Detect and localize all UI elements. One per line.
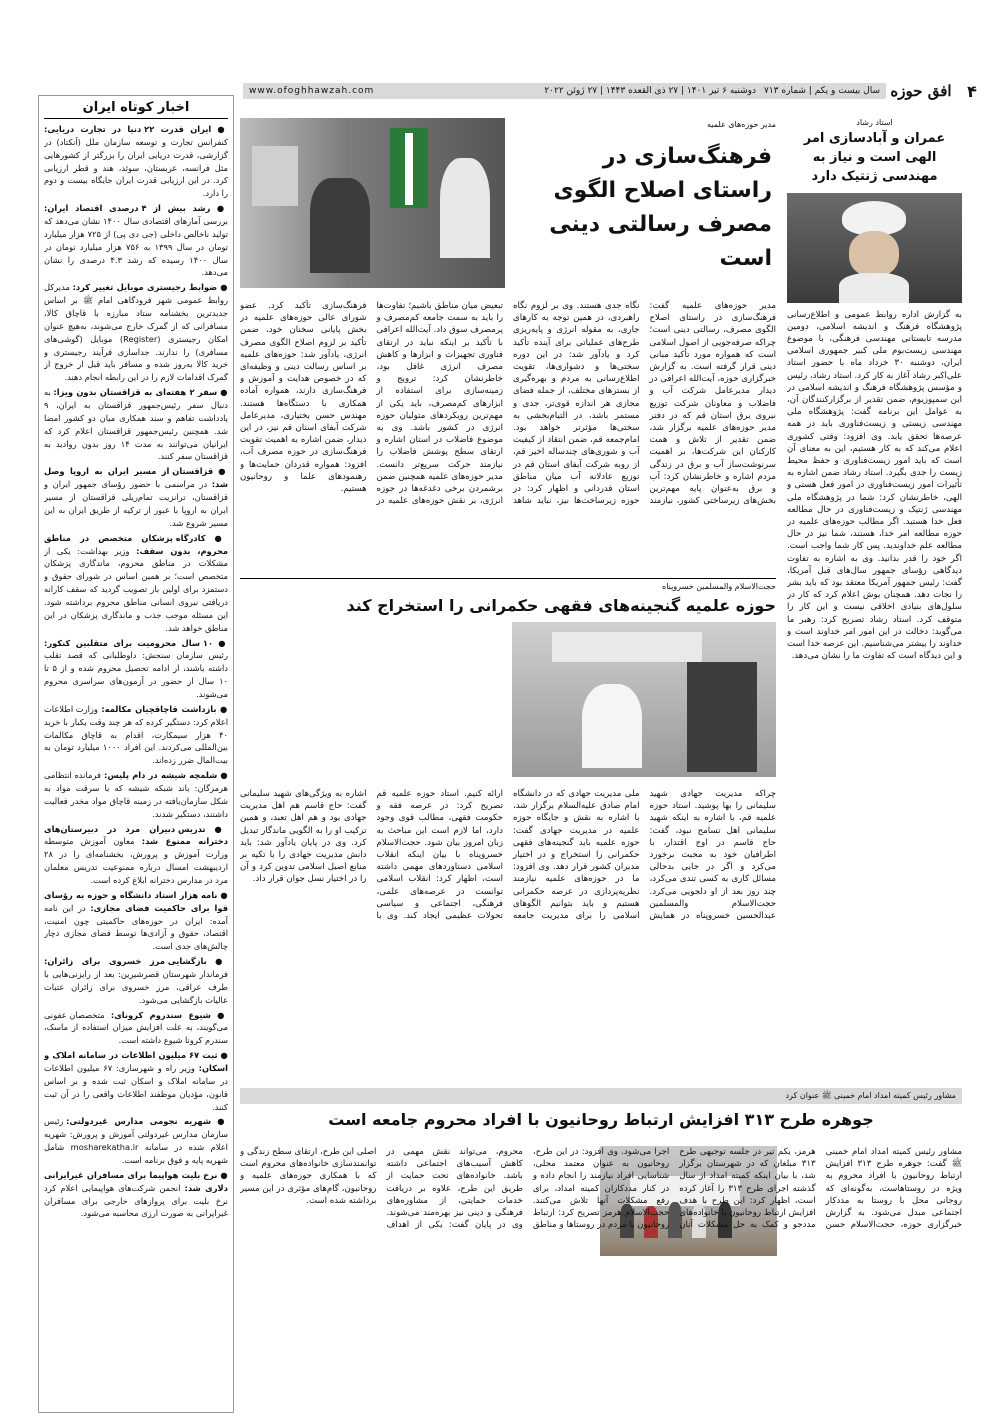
short-news-body: انجمن شرکت‌های هواپیمایی اعلام کرد نرخ بلیت برای پروازهای خارجی برای مسافران غیرایرانی به صورت ارزی محاسبه می‌شود. (44, 1182, 228, 1219)
article-johare-title: جوهره طرح ۳۱۳ افزایش ارتباط روحانیون با افراد محروم جامعه است (328, 1110, 874, 1129)
article-farhang-title: فرهنگ‌سازی در راستای اصلاح الگوی مصرف رسالتی دینی است (549, 144, 772, 272)
article-ganjine (240, 578, 776, 1078)
short-news-body: وزارت اطلاعات اعلام کرد: دستگیر کرده که هر چند وقت یکبار با خرید ۴۰ هزار سیمکارت، اقدام به قاچاق مکالمات بین‌المللی می‌کردند. این افراد ۱۰۰۰ میلیارد تومان به بیت‌المال ضرر زده‌اند. (44, 703, 228, 766)
article-farhang-body: مدیر حوزه‌های علمیه گفت: فرهنگ‌سازی در راستای اصلاح الگوی مصرف، رسالتی دینی است؛ چراکه صرفه‌جویی از اصول اسلامی است که همواره مورد تأکید مبانی دینی قرار گرفته است. به گزارش خبرگزاری حوزه، آیت‌الله اعرافی در دیدار مدیرعامل شرکت آب و فاضلاب و معاونان شرکت توزیع نیروی برق استان قم که در دفتر مدیر حوزه‌های علمیه برگزار شد، ضمن تقدیر از تلاش و همت کارکنان این شرکت‌ها، بر اهمیت سرنوشت‌ساز آب و برق در زندگی مردم اشاره و خاطرنشان کرد: آب و برق به‌عنوان پایه مهم‌ترین بخش‌های زیرساختی کشور، نیازمند نگاه جدی هستند. وی بر لزوم نگاه راهبردی، در همین توجه به کارهای جاری، به مقوله انرژی و پایه‌ریزی طرح‌های عملیاتی برای آینده تأکید کرد و یادآور شد: در این دوره سختی‌ها و دشواری‌ها، تقویت اطلاع‌رسانی به مردم و بهره‌گیری از بسترهای مختلف، از جمله فضای مجازی هر اندازه قوی‌تر، جدی و مستمر باشد، در التیام‌بخشی به سختی‌ها مؤثرتر خواهد بود. امام‌جمعه قم، ضمن انتقاد از کیفیت آب و شوری‌های چندساله اخیر قم، از روبه شرکت آبفای استان قم در توزیع عادلانه آب میان مناطق استان قدردانی و اظهار کرد: در حوزه زیرساخت‌ها نیز، نباید شاهد تبعیض میان مناطق باشیم؛ تفاوت‌ها را باید به سمت جامعه کم‌مصرف و پرمصرف سوق داد. آیت‌الله اعرافی با تأکید بر اینکه نباید در ارتقای فناوری تجهیزات و ابزارها و کاهش مصرف انرژی غافل بود، خاطرنشان کرد: ترویج و زمینه‌سازی برای استفاده از ابزارهای کم‌مصرف، باید یکی از مهم‌ترین رویکردهای متولیان حوزه انرژی در کشور باشد. وی به موضوع فاضلاب در استان اشاره و ارتقای سطح پوشش فاضلاب را نیازمند حرکت سریع‌تر دانست. مدیر حوزه‌های علمیه همچنین ضمن برشمردن برخی دغدغه‌ها در حوزه انرژی، بر نقش حوزه‌های علمیه در فرهنگ‌سازی تأکید کرد. عضو شورای عالی حوزه‌های علمیه در بخش پایانی سخنان خود، ضمن تأکید بر لزوم اصلاح الگوی مصرف انرژی، یادآور شد: حوزه‌های علمیه بر اساس رسالت دینی و وظیفه‌ای که در خصوص هدایت و آموزش و فرهنگ‌سازی دارند، همواره آماده همکاری با دستگاه‌ها هستند. مهندس حسن بختیاری، مدیرعامل شرکت آبفای استان قم نیز، در این دیدار، ضمن اشاره به اهمیت تقویت فرهنگ‌سازی در حوزه مصرف آب، افزود: همواره قدردان حمایت‌ها و رهنمودهای علما و روحانیون هستیم. (240, 301, 776, 507)
short-news-item: ● نامه هزار استاد دانشگاه و حوزه به رؤسای قوا برای حاکمیت فضای مجازی: در این نامه آمده: ایران در حوزه‌های حاکمیتی چون امنیت، اقتصاد، حقوق و آزادی‌ها توسط فضای مجازی دچار چالش‌های جدی است. (44, 889, 228, 952)
rashad-photo (787, 193, 962, 303)
page-number-badge (958, 78, 986, 104)
short-news-head: نرخ بلیت هواپیما برای مسافران غیرایرانی دلاری شد: (44, 1169, 228, 1193)
short-news-head: شلمچه شیشه در دام پلیس: (104, 770, 218, 781)
article-johare-kicker-bar: مشاور رئیس کمیته امداد امام خمینی ﷺ عنوان کرد (240, 1088, 962, 1104)
short-news-item: ● رشد بیش از ۴ درصدی اقتصاد ایران: بررسی آمارهای اقتصادی سال ۱۴۰۰ نشان می‌دهد که تولید ناخالص داخلی (جی دی پی) از ۷۲۵ هزار میلیارد تومان در سال ۱۳۹۹ به ۷۵۶ هزار میلیارد تومان در سال ۱۴۰۰ رسیده که رشد ۴.۳ درصدی را نشان می‌دهد. (44, 203, 228, 278)
short-news-body: فرمانده انتظامی هرمزگان: باند شبکه شیشه که با سرقت مواد به شکل سازمان‌یافته در زمینه قاچاق مواد مخدر فعالیت داشتند، دستگیر شدند. (44, 770, 228, 819)
short-news-title: اخبار کوتاه ایران (44, 100, 228, 119)
short-news-item: ● شیوع سندروم کرونای: متخصصان عفونی می‌گویند، به علت افزایش میزان استفاده از ماسک، سندرم کرونا شیوع داشته است. (44, 1009, 228, 1046)
website-text[interactable]: www.ofoghhawzah.com (249, 86, 375, 96)
article-farhang-kicker: مدیر حوزه‌های علمیه (706, 120, 776, 129)
short-news-list (44, 123, 228, 1222)
short-news-column (38, 95, 234, 1413)
short-news-item: ● تدریس دبیران مرد در دبیرستان‌های دخترانه ممنوع شد: معاون آموزش متوسطه وزارت آموزش و پرورش، بخشنامه‌ای را در ۲۸ اردیبهشت امسال درباره ممنوعیت تدریس معلمان مرد در مدارس دخترانه ابلاغ کرده است. (44, 823, 228, 885)
ganjine-photo (512, 622, 776, 777)
short-news-body: رئیس سازمان سنجش: داوطلبانی که قصد تقلب داشته باشند، از ادامه تحصیل محروم شده و از ۵ تا ۱۰ سال از حضور در آزمون‌های سراسری محروم می‌شوند. (44, 650, 228, 699)
short-news-head: سفر ۲ هفته‌ای به قزاقستان بدون ویزا: (53, 387, 218, 398)
short-news-item: ● بازگشایی مرز خسروی برای زائران: فرماندار شهرستان قصرشیرین: بعد از رایزنی‌هایی با طرف عراقی، مرز خسروی برای زائران عتبات عالیات بازگشایی می‌شود. (44, 956, 228, 1005)
short-news-item: ● ۱۰ سال محرومیت برای متقلبین کنکور: رئیس سازمان سنجش: داوطلبانی که قصد تقلب داشته باشند، از ادامه تحصیل محروم شده و از ۵ تا ۱۰ سال از حضور در آزمون‌های سراسری محروم می‌شوند. (44, 637, 228, 699)
issue-number: سال بیست و یکم | شماره ۷۱۳ (764, 86, 880, 96)
short-news-body: معاون آموزش متوسطه وزارت آموزش و پرورش، بخشنامه‌ای را در ۲۸ اردیبهشت امسال درباره ممنوعیت تدریس معلمان مرد در مدارس دخترانه ابلاغ کرده است. (44, 836, 228, 885)
short-news-body: کنفرانس تجارت و توسعه سازمان ملل (آنکتاد) در گزارشی، قدرت دریایی ایران را بزرگتر از کشورهایی مثل فرانسه، عربستان، سوئد، هند و قطر ارزیابی کرد. در این ارزیابی قدرت ایران جایگاه بیست و دوم را دارد. (44, 136, 228, 199)
short-news-item: ● نرخ بلیت هواپیما برای مسافران غیرایرانی دلاری شد: انجمن شرکت‌های هواپیمایی اعلام کرد نرخ بلیت برای پروازهای خارجی برای مسافران غیرایرانی به صورت ارزی محاسبه می‌شود. (44, 1169, 228, 1219)
article-rashad-title: عمران و آبادسازی امر الهی است و نیاز به مهندسی ژنتیک دارد (803, 131, 946, 184)
website[interactable] (243, 83, 403, 99)
short-news-item: ● شلمچه شیشه در دام پلیس: فرمانده انتظامی هرمزگان: باند شبکه شیشه که با سرقت مواد به شکل سازمان‌یافته در زمینه قاچاق مواد مخدر فعالیت داشتند، دستگیر شدند. (44, 770, 228, 819)
logo (888, 78, 954, 104)
short-news-body: بررسی آمارهای اقتصادی سال ۱۴۰۰ نشان می‌دهد که تولید ناخالص داخلی (جی دی پی) از ۷۲۵ هزار میلیارد تومان در سال ۱۳۹۹ به ۷۵۶ هزار میلیارد تومان در سال ۱۴۰۰ رسیده که رشد ۴.۳ درصدی را نشان می‌دهد. (44, 216, 228, 278)
short-news-head: تدریس دبیران مرد در دبیرستان‌های دخترانه ممنوع شد: (44, 823, 228, 847)
short-news-head: بازگشایی مرز خسروی برای زائران: (44, 956, 207, 967)
short-news-body: در این نامه آمده: ایران در حوزه‌های حاکمیتی چون امنیت، اقتصاد، حقوق و آزادی‌ها توسط فضای مجازی دچار چالش‌های جدی است. (44, 902, 228, 952)
short-news-head: کادرگاه پزشکان متخصص در مناطق محروم، بدون سقف: (44, 532, 228, 556)
article-ganjine-title: حوزه علمیه گنجینه‌های فقهی حکمرانی را استخراج کند (346, 596, 776, 615)
article-farhang (240, 118, 776, 568)
article-johare-body: مشاور رئیس کمیته امداد امام خمینی ﷺ گفت: جوهره طرح ۳۱۳ افزایش ارتباط روحانیون با افراد محروم به ویژه در روستاهاست، به‌گونه‌ای که روحانی محل با روستا به مددکار اجتماعی مبدل می‌شود. به گزارش خبرگزاری حوزه، حجت‌الاسلام حسن هرمز، یکم تیر در جلسه توجیهی طرح ۳۱۳ مبلغان که در شهرستان برگزار شد، با بیان اینکه کمیته امداد از سال گذشته اجرای طرح ۳۱۳ را آغاز کرده است، اظهار کرد: این طرح با هدف افزایش ارتباط روحانیون با خانواده‌های مددجو و کمک به حل مشکلات آنان اجرا می‌شود. وی افزود: در این طرح، روحانیون به عنوان معتمد محلی، شناسایی افراد نیازمند را انجام داده و در کنار مددکاران کمیته امداد، برای رفع مشکلات آنها تلاش می‌کنند. حجت‌الاسلام هرمز تصریح کرد: ارتباط روحانیون با مردم در روستاها و مناطق محروم، می‌تواند نقش مهمی در کاهش آسیب‌های اجتماعی داشته باشد. خانواده‌های تحت حمایت از طریق این طرح، علاوه بر دریافت خدمات حمایتی، از مشاوره‌های فرهنگی و دینی نیز بهره‌مند می‌شوند. وی در پایان گفت: یکی از اهداف اصلی این طرح، ارتقای سطح زندگی و توانمندسازی خانواده‌های محروم است که با همکاری حوزه‌های علمیه و روحانیون، گام‌های مؤثری در این مسیر برداشته شده است. (240, 1147, 962, 1231)
short-news-body: مدیرکل روابط عمومی شهر فرودگاهی امام ﷺ بر اساس جدیدترین بخشنامه ستاد مبارزه با قاچاق کالا، مسافرانی که از گمرک خارج می‌شوند، به‌هیچ عنوان امکان رجیستری (Register) موبایل (گوشی‌های مسافری) را ندارند. جداسازی فرآیند رجیستری و خرید کالا به‌روز شده و مسافر باید قبل از خروج از گمرک اقدامات لازم را در این رابطه انجام دهند. (44, 282, 228, 383)
short-news-body: فرماندار شهرستان قصرشیرین: بعد از رایزنی‌هایی با طرف عراقی، مرز خسروی برای زائران عتبات عالیات بازگشایی می‌شود. (44, 969, 228, 1005)
short-news-head: بازداشت قاچاقچیان مکالمه: (101, 703, 217, 714)
short-news-body: متخصصان عفونی می‌گویند، به علت افزایش میزان استفاده از ماسک، سندرم کرونا شیوع داشته است. (44, 1009, 228, 1046)
short-news-head: ضوابط رجیستری موبایل تغییر کرد: (72, 282, 218, 293)
short-news-head: شیوع سندروم کرونای: (110, 1009, 211, 1020)
short-news-head: رشد بیش از ۴ درصدی اقتصاد ایران: (44, 203, 211, 214)
short-news-item: ● کادرگاه پزشکان متخصص در مناطق محروم، بدون سقف: وزیر بهداشت: یکی از مشکلات در مناطق محروم، ماندگاری پزشکان متخصص است؛ بر همین اساس در شورای حقوق و دستمزد برای اولین بار تصویب گردید که سقف کارانه دریافتی نیروی انسانی مناطق محروم برداشته شود. این مسئله موجب جذب و ماندگاری پزشکان در این مناطق خواهد شد. (44, 532, 228, 633)
article-ganjine-body: چراکه مدیریت جهادی شهید سلیمانی را بها پوشید. استاد حوزه علمیه قم، با اشاره به اینکه شهید سلیمانی اهل تسامح نبود، گفت: حاج قاسم در اوج اقتدار، با اطرافیان خود به محبت برخورد می‌کرد و اگر در جایی بدحالی مسائل کاری به کسی تندی می‌کرد، چند روز بعد از او دلجویی می‌کرد. حجت‌الاسلام والمسلمین عبدالحسین خسروپناه در همایش ملی مدیریت جهادی که در دانشگاه امام صادق علیه‌السلام برگزار شد، با اشاره به نقش و جایگاه حوزه علمیه در مدیریت جهادی گفت: حوزه علمیه باید گنجینه‌های فقهی حکمرانی را استخراج و در اختیار مدیران کشور قرار دهد. وی افزود: ما در حوزه‌های علمیه نیازمند نظریه‌پردازی در عرصه حکمرانی هستیم و باید بتوانیم الگوهای اسلامی را برای مدیریت جامعه ارائه کنیم. استاد حوزه علمیه قم تصریح کرد: در عرصه فقه و حکومت فقهی، مطالب قوی وجود دارد، اما لازم است این مباحث به زبان امروز بیان شود. حجت‌الاسلام خسروپناه با بیان اینکه انقلاب اسلامی دستاوردهای مهمی داشته است، اظهار کرد: انقلاب اسلامی توانست در عرصه‌های علمی، فرهنگی، اجتماعی و سیاسی تحولات عظیمی ایجاد کند. وی با اشاره به ویژگی‌های شهید سلیمانی گفت: حاج قاسم هم اهل مدیریت جهادی بود و هم اهل تعبد، و همین ترکیب او را به الگویی ماندگار تبدیل کرد. وی در پایان یادآور شد: باید دانش مدیریت جهادی را با تکیه بر منابع اصیل اسلامی تدوین کرد و آن را در اختیار نسل جوان قرار داد. (240, 789, 776, 922)
article-rashad-body: به گزارش اداره روابط عمومی و اطلاع‌رسانی پژوهشگاه فرهنگ و اندیشه اسلامی، دومین مدرسه تابستانی مهندسی فرهنگی، با موضوع مهندسی زیست‌بوم ملی کبیر جمهوری اسلامی ایران، دوشنبه ۳۰ خرداد ماه با حضور استاد علی‌اکبر رشاد آغاز به کار کرد. استاد رشاد، رئیس و مؤسس پژوهشگاه فرهنگ و اندیشه اسلامی در این سمپوزیوم، ضمن تقدیر از برگزارکنندگان آن، به عوامل این برنامه گفت: پژوهشگاه ملی مهندسی زیستی و زیست‌فناوری باید در همه عرصه‌ها تحقق یابد. وی افزود: وقتی کشوری اعلام می‌کند که به کار هستیم، این به معنای آن است که باید امور زیست‌فناوری و حفظ محیط زیست را جدی بگیرد. استاد رشاد ضمن اشاره به تأثیرات امور زیست‌فناوری در امور فعل هستی و الهی، خاطرنشان کرد: شما در پژوهشگاه ملی مهندسی ژنتیک و زیست‌فناوری در حال مطالعه فعل خدا هستید. اگر مطالب حوزه‌های علمیه در حوزه مطالعه امر خدا، هستند، شما نیز در حال مطالعه علم خداوندید. پس کار شما واجب است. اگر خود را قدر بدانید. وی به اشاره به تفاوت دیدگاهی رؤسای جمهور سال‌های قبل آمریکا، گفت: رئیس جمهور آمریکا معتقد بود که باید بشر را نجات دهد. همچنان بوش اعلام کرد که کار در سلول‌های بنیادی اخلاقی نیست و این کار را متوقف کرد. استاد رشاد تصریح کرد: رهبر ما می‌گوید: دخالت در این امور امر خداوند است و خداوند را بیشتر می‌شناسیم. این عرصه خدا است و این دیدگاه است که تفاوت ما را نشان می‌دهد. (787, 309, 962, 662)
short-news-head: ثبت ۶۷ میلیون اطلاعات در سامانه املاک و اسکان: (44, 1050, 228, 1074)
short-news-body: در مراسمی با حضور رؤسای جمهور ایران و قزاقستان، ترانزیت تمام‌ریلی قزاقستان از مسیر ایران به اروپا با عبور از ترکیه از طریق ایران به این مسیر شروع شد. (44, 479, 228, 528)
short-news-head: ۱۰ سال محرومیت برای متقلبین کنکور: (44, 637, 214, 648)
short-news-head: قزاقستان از مسیر ایران به اروپا وصل شد: (44, 466, 228, 490)
short-news-item: ● قزاقستان از مسیر ایران به اروپا وصل شد: در مراسمی با حضور رؤسای جمهور ایران و قزاقستان، ترانزیت تمام‌ریلی قزاقستان از مسیر ایران به اروپا با عبور از ترکیه از طریق ایران به این مسیر شروع شد. (44, 466, 228, 528)
short-news-item: ● ثبت ۶۷ میلیون اطلاعات در سامانه املاک و اسکان: وزیر راه و شهرسازی: ۶۷ میلیون اطلاعات در سامانه املاک و اسکان ثبت شده و بر اساس قانون، مؤدیان موظفند اطلاعات واقعی را در آن ثبت کنند. (44, 1050, 228, 1112)
issue-date: دوشنبه ۶ تیر ۱۴۰۱ | ۲۷ ذی القعده ۱۴۴۳ | ۲۷ ژوئن ۲۰۲۲ (544, 86, 757, 96)
farhang-photo (240, 118, 505, 288)
short-news-head: نامه هزار استاد دانشگاه و حوزه به رؤسای قوا برای حاکمیت فضای مجازی: (44, 889, 228, 913)
short-news-body: وزیر راه و شهرسازی: ۶۷ میلیون اطلاعات در سامانه املاک و اسکان ثبت شده و بر اساس قانون، مؤدیان موظفند اطلاعات واقعی را در آن ثبت کنند. (44, 1063, 228, 1112)
article-rashad-kicker: استاد رشاد (856, 118, 893, 127)
short-news-item: ● ضوابط رجیستری موبایل تغییر کرد: مدیرکل روابط عمومی شهر فرودگاهی امام ﷺ بر اساس جدیدترین بخشنامه ستاد مبارزه با قاچاق کالا، مسافرانی که از گمرک خارج می‌شوند، به‌هیچ عنوان امکان رجیستری (Register) موبایل (گوشی‌های مسافری) را ندارند. جداسازی فرآیند رجیستری و خرید کالا به‌روز شده و مسافر باید قبل از خروج از گمرک اقدامات لازم را در این رابطه انجام دهند. (44, 282, 228, 383)
short-news-body: به دنبال سفر رئیس‌جمهور قزاقستان به ایران، ۹ یادداشت تفاهم و سند همکاری میان دو کشور امضا شد. همچنین رئیس‌جمهور قزاقستان اعلام کرد که ایرانیان می‌توانند به مدت ۱۴ روز بدون روادید به قزاقستان سفر کنند. (44, 387, 228, 462)
short-news-item: ● ایران قدرت ۲۲ دنیا در تجارت دریایی: کنفرانس تجارت و توسعه سازمان ملل (آنکتاد) در گزارشی، قدرت دریایی ایران را بزرگتر از کشورهایی مثل فرانسه، عربستان، سوئد، هند و قطر ارزیابی کرد. در این ارزیابی قدرت ایران جایگاه بیست و دوم را دارد. (44, 124, 228, 199)
short-news-item: ● بازداشت قاچاقچیان مکالمه: وزارت اطلاعات اعلام کرد: دستگیر کرده که هر چند وقت یکبار با خرید ۴۰ هزار سیمکارت، اقدام به قاچاق مکالمات بین‌المللی می‌کردند. این افراد ۱۰۰۰ میلیارد تومان به بیت‌المال ضرر زده‌اند. (44, 703, 228, 766)
short-news-head: ایران قدرت ۲۲ دنیا در تجارت دریایی: (44, 124, 212, 134)
article-rashad (787, 118, 962, 1048)
short-news-body: رئیس سازمان مدارس غیردولتی آموزش و پرورش: شهریه اعلام شده در سامانه mosharekatha.ir شامل شهریه پایه و فوق برنامه است. (44, 1116, 228, 1166)
short-news-item: ● شهریه نجومی مدارس غیردولتی: رئیس سازمان مدارس غیردولتی آموزش و پرورش: شهریه اعلام شده در سامانه mosharekatha.ir شامل شهریه پایه و فوق برنامه است. (44, 1116, 228, 1166)
short-news-item: ● سفر ۲ هفته‌ای به قزاقستان بدون ویزا: به دنبال سفر رئیس‌جمهور قزاقستان به ایران، ۹ یادداشت تفاهم و سند همکاری میان دو کشور امضا شد. همچنین رئیس‌جمهور قزاقستان اعلام کرد که ایرانیان می‌توانند به مدت ۱۴ روز بدون روادید به قزاقستان سفر کنند. (44, 387, 228, 462)
article-johare (240, 1088, 962, 1413)
page-number: ۴ (967, 81, 977, 101)
article-ganjine-kicker: حجت‌الاسلام والمسلمین خسروپناه (662, 582, 776, 591)
short-news-body: وزیر بهداشت: یکی از مشکلات در مناطق محروم، ماندگاری پزشکان متخصص است؛ بر همین اساس در شورای حقوق و دستمزد برای اولین بار تصویب گردید که سقف کارانه دریافتی نیروی انسانی مناطق محروم برداشته شود. این مسئله موجب جذب و ماندگاری پزشکان در این مناطق خواهد شد. (44, 545, 228, 633)
logo-text: افق حوزه (890, 82, 952, 100)
short-news-head: شهریه نجومی مدارس غیردولتی: (66, 1116, 211, 1127)
